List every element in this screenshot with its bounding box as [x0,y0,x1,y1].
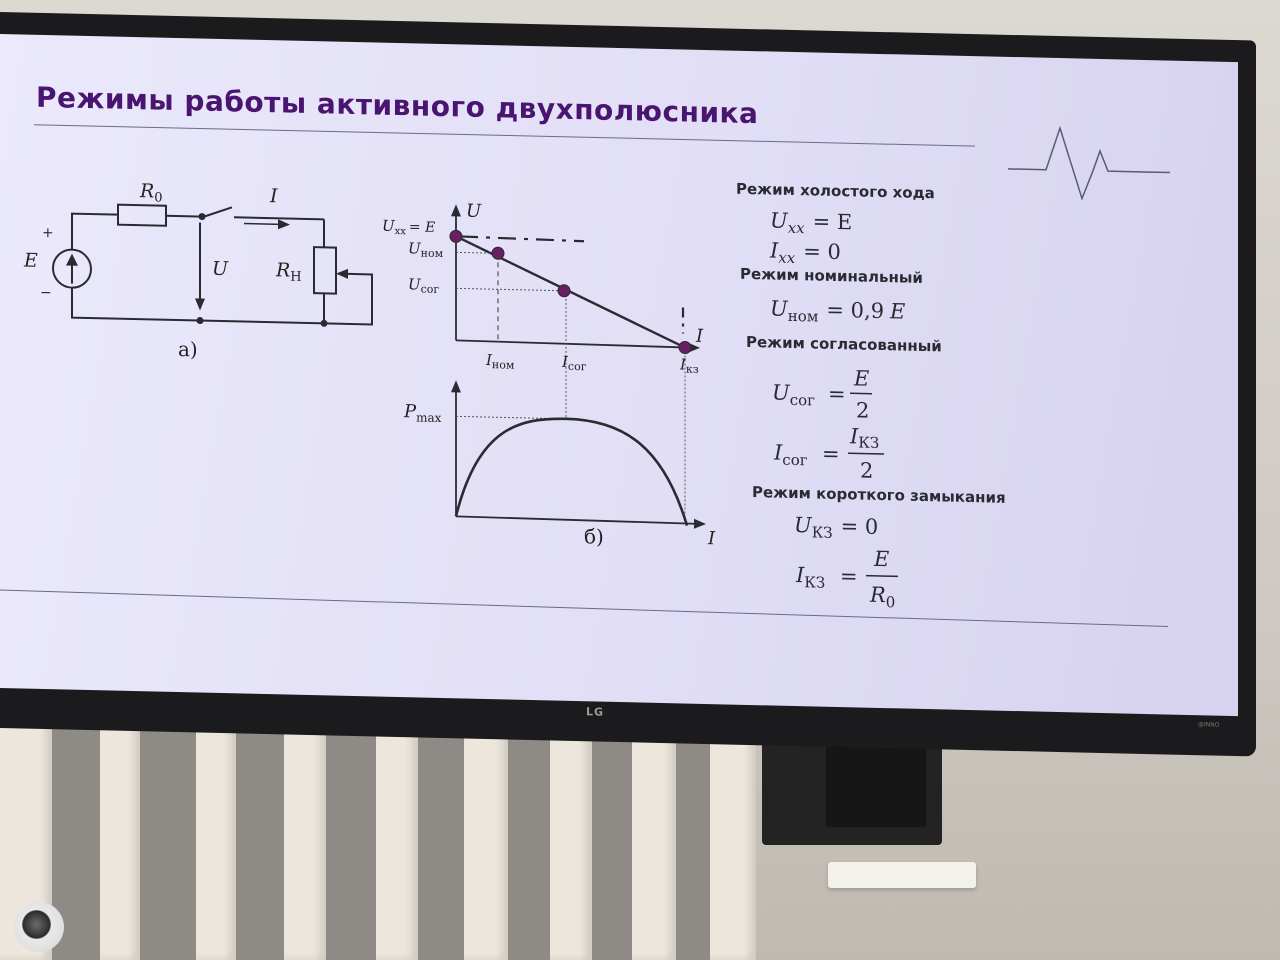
wall-gap [326,700,376,960]
wall-gap [140,700,196,960]
power-chart [403,379,716,551]
wall-slat [196,700,236,960]
tv-display [0,12,1256,757]
footer-line [0,590,1168,627]
i-axis-power [456,516,698,523]
label-rh: $R_Н$ [275,259,302,285]
wire [72,214,118,251]
rheostat-arrowhead-icon [336,269,348,279]
resistor-r0 [118,205,166,226]
caption-b: б) [584,524,604,549]
label-current: I [270,185,278,208]
speaker-grille [826,741,926,827]
wire [234,217,324,219]
voltage-arrowhead-icon [195,298,205,310]
label-emf: E [24,249,38,272]
caption-a: а) [178,337,198,362]
wall-gap [418,700,464,960]
vi-characteristic-chart [382,199,704,520]
security-camera [14,902,64,952]
slide-title: Режимы работы активного двухполюсника [36,80,759,131]
guide-usog [456,288,564,290]
point-idle [450,230,462,242]
i-axis [456,340,692,347]
formula-usog-lhs: $U_{сог}$ [771,380,815,410]
formula-ikz-eq: = [840,564,858,589]
formula-ikz-lhs: $I_{КЗ}$ [796,563,826,592]
header-nominal: Режим номинальный [740,264,923,287]
label-isog: $I_{сог}$ [561,352,587,374]
header-matched: Режим согласованный [746,332,942,356]
formula-unom: $U_{ном} = 0,9$ E [770,296,906,326]
label-pmax: $P_{max}$ [403,401,442,426]
load-line [456,236,685,347]
label-r0: $R_0$ [140,180,163,206]
formula-isog-num: IКЗ [850,424,880,452]
current-arrowhead-icon [278,219,290,229]
label-inom: $I_{ном}$ [485,351,515,372]
formula-ikz-den: $R_0$ [870,582,896,612]
node-dot [197,317,204,324]
tv-brand-logo: LG [586,705,605,719]
i-axis-power-arrow-icon [694,519,706,529]
p-axis-arrow-icon [451,380,461,392]
current-arrow-icon [244,224,280,225]
point-short [679,341,691,353]
u-axis-arrow-icon [451,204,461,216]
formula-uxx: $U_{xx} = E$ [770,208,853,238]
u-axis-label: U [466,200,482,222]
i-axis-power-label: I [707,528,716,550]
fraction-bar [848,453,884,454]
wire [166,216,202,217]
label-minus: − [40,284,52,302]
point-nominal [492,247,504,259]
i-axis-label: I [696,325,704,347]
power-curve [456,416,687,525]
formula-usog-eq: = [828,381,846,407]
heartbeat-icon [1008,127,1170,201]
wall-gap [236,700,284,960]
wall-slat [100,700,140,960]
label-unom: $U_{ном}$ [408,239,444,261]
label-usog: $U_{сог}$ [408,275,440,296]
speaker-mount [828,862,976,888]
wall-slat [376,700,418,960]
rheostat-wire [324,273,372,324]
label-ikz: $I_{кз}$ [679,355,699,376]
label-plus: + [42,224,54,242]
wall-slat [284,700,326,960]
formula-isog-eq: = [822,441,840,467]
header-short: Режим короткого замыкания [752,483,1006,507]
formula-ukz: $U_{КЗ} = 0$ [794,513,879,542]
header-idle: Режим холостого хода [735,179,935,203]
formula-isog-lhs: $I_{сог}$ [774,440,808,470]
fraction-bar [866,576,898,577]
switch-icon [204,207,232,218]
presentation-slide [0,34,1238,719]
node-dot [321,320,328,327]
formula-isog-den: 2 [860,458,874,483]
modes-panel [736,180,1006,614]
slide-canvas [0,34,1238,719]
formula-ikz-num: E [874,546,890,572]
resistor-rh [314,247,336,293]
node-dot [199,213,206,220]
tv-corner-mark: @INNO [1198,721,1220,729]
label-voltage: U [212,257,229,281]
idle-voltage-line [460,236,584,241]
point-matched [558,285,570,297]
formula-usog-den: 2 [856,398,870,423]
label-uxx: $U_{xx} = E$ [382,216,436,238]
formula-usog-num: E [853,366,870,391]
formula-ixx: $I_{xx} = 0$ [770,238,841,268]
title-underline [34,125,975,146]
